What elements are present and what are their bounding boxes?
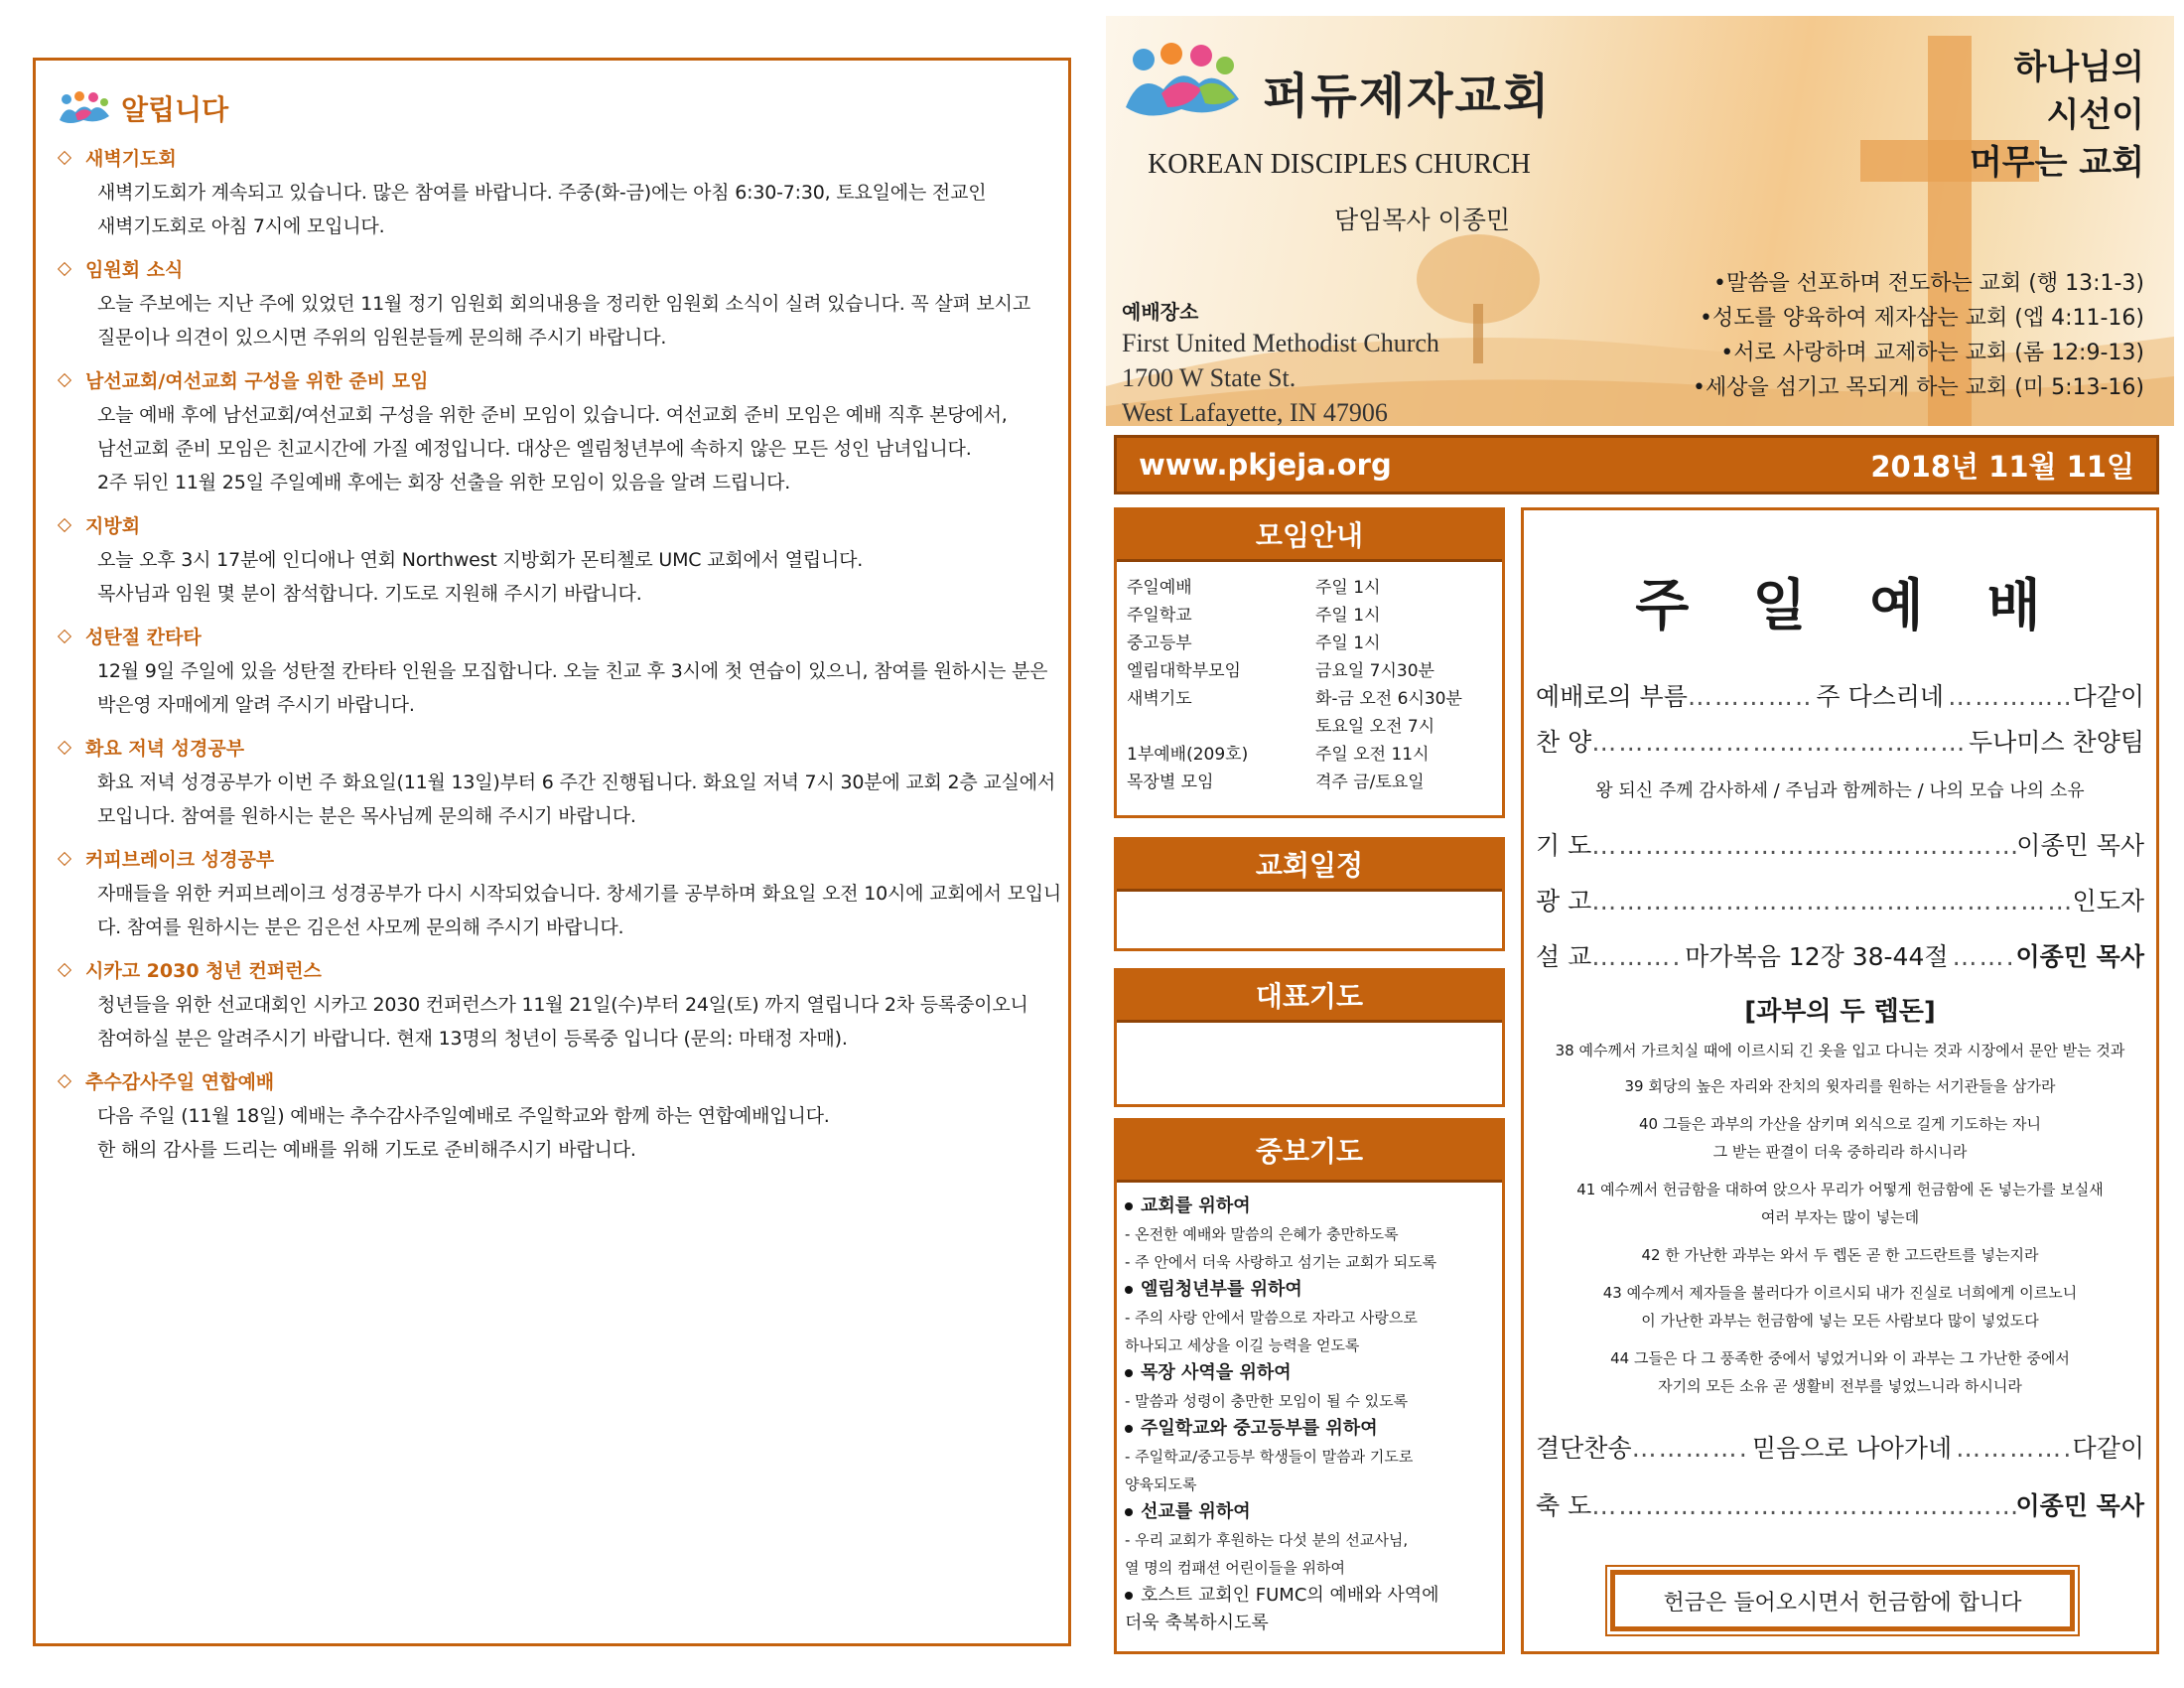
notice-text: 남선교회 준비 모임은 친교시간에 가질 예정입니다. 대상은 엘림청년부에 속하지 않은 모든 성인 남녀입니다.	[97, 438, 972, 460]
notice-title	[58, 366, 1058, 393]
intercession-heading	[1125, 1276, 1496, 1304]
intercession-line	[1125, 1248, 1496, 1276]
intercession-heading	[1125, 1359, 1496, 1387]
notice-text: 박은영 자매에게 알려 주시기 바랍니다.	[97, 694, 415, 716]
notice-title-text: 새벽기도회	[85, 148, 177, 170]
intercession-heading-text: 주일학교와 중고등부를 위하여	[1141, 1418, 1378, 1439]
intercession-line-text: 호스트 교회인 FUMC의 예배와 사역에	[1141, 1585, 1439, 1606]
intercession-line-text: - 말씀과 성령이 충만한 모임이 될 수 있도록	[1125, 1392, 1409, 1410]
notice-text: 다. 참여를 원하시는 분은 김은선 사모께 문의해 주시기 바랍니다.	[97, 916, 624, 938]
order-closing-hymn	[1536, 1429, 2144, 1465]
meeting-name: 중고등부	[1127, 633, 1192, 653]
notice-text: 한 해의 감사를 드리는 예배를 위해 기도로 준비해주시기 바랍니다.	[97, 1139, 636, 1161]
meeting-row	[1117, 685, 1502, 713]
meeting-row	[1117, 741, 1502, 769]
order-right: 인도자	[2072, 887, 2144, 915]
leader-dots	[1632, 1434, 1748, 1463]
notice-item	[58, 956, 1058, 1055]
notice-title	[58, 255, 1058, 282]
church-slogan	[1970, 44, 2144, 187]
leader-dots	[1591, 728, 1969, 757]
notice-text: 오늘 오후 3시 17분에 인디애나 연회 Northwest 지방회가 몬티첼로 UMC 교회에서 열립니다.	[97, 549, 864, 571]
intercession-heading	[1125, 1415, 1496, 1443]
intercession-line-text: 더욱 축복하시도록	[1125, 1613, 1269, 1633]
bulletin-date: 2018년 11월 11일	[1870, 449, 2134, 484]
scripture-verse: 자기의 모든 소유 곧 생활비 전부를 넣었느니라 하시니라	[1658, 1377, 2022, 1395]
notice-title	[58, 734, 1058, 761]
venue-label: 예배장소	[1122, 300, 1199, 324]
notice-text: 새벽기도회가 계속되고 있습니다. 많은 참여를 바랍니다. 주중(화-금)에는 아침 6:30-7:30, 토요일에는 전교인	[97, 182, 987, 204]
diamond-bullet-icon	[58, 150, 71, 164]
notice-text: 새벽기도회로 아침 7시에 모입니다.	[97, 215, 385, 237]
notices-title: 알립니다	[121, 93, 229, 126]
leader-dots	[1591, 887, 2072, 915]
bullet-icon	[1125, 1508, 1133, 1516]
worship-title: 주일예배	[1635, 574, 2105, 638]
diamond-bullet-icon	[58, 962, 71, 976]
intercession-title: 중보기도	[1117, 1121, 1502, 1183]
venue-line: West Lafayette, IN 47906	[1122, 398, 1388, 426]
notice-item	[58, 845, 1062, 944]
scripture-verse: 42 한 가난한 과부는 와서 두 렙돈 곧 한 고드란트를 넣는지라	[1641, 1246, 2039, 1264]
meeting-row	[1117, 630, 1502, 657]
diamond-bullet-icon	[58, 851, 71, 865]
notice-list	[58, 144, 1062, 1167]
intercession-line	[1125, 1610, 1496, 1637]
order-sermon	[1536, 937, 2144, 973]
notice-title-text: 성탄절 칸타타	[85, 627, 202, 648]
notices-panel	[33, 58, 1071, 1646]
meeting-name	[1127, 713, 1315, 741]
bullet-icon	[1125, 1286, 1133, 1294]
intercession-line-text: - 주의 사랑 안에서 말씀으로 자라고 사랑으로	[1125, 1309, 1418, 1327]
scripture-verse: 여러 부자는 많이 넣는데	[1760, 1208, 1920, 1226]
notice-item	[58, 734, 1058, 833]
slogan-line: 머무는 교회	[1969, 143, 2144, 183]
notice-title	[58, 956, 1058, 983]
bullet-icon	[1125, 1202, 1133, 1210]
meeting-time: 주일 오전 11시	[1315, 745, 1430, 765]
order-right: 이종민 목사	[2015, 942, 2144, 971]
rep-prayer-title: 대표기도	[1117, 971, 1502, 1023]
intercession-line	[1125, 1526, 1496, 1554]
order-praise	[1536, 723, 2144, 759]
order-label: 기 도	[1536, 831, 1592, 860]
order-label: 예배로의 부름	[1536, 682, 1688, 711]
meeting-time: 금요일 7시30분	[1315, 661, 1434, 681]
intercession-line-text: - 주 안에서 더욱 사랑하고 섬기는 교회가 되도록	[1125, 1253, 1437, 1271]
motto-line: •세상을 섬기고 목되게 하는 교회 (미 5:13-16)	[1693, 375, 2144, 400]
order-label: 설 교	[1536, 942, 1592, 971]
order-right: 두나미스 찬양팀	[1969, 728, 2144, 757]
church-mottos	[1693, 266, 2144, 405]
diamond-bullet-icon	[58, 372, 71, 386]
meetings-title: 모임안내	[1117, 510, 1502, 562]
venue-line: First United Methodist Church	[1122, 329, 1439, 357]
bullet-icon	[1125, 1425, 1133, 1433]
leader-dots	[1591, 831, 2016, 860]
diamond-bullet-icon	[58, 261, 71, 275]
meetings-list	[1117, 562, 1502, 796]
diamond-bullet-icon	[58, 740, 71, 754]
order-right: 이종민 목사	[2016, 831, 2144, 860]
diamond-bullet-icon	[58, 517, 71, 531]
order-call-to-worship	[1536, 677, 2144, 713]
intercession-heading-text: 교회를 위하여	[1141, 1196, 1251, 1216]
order-middle: 주 다스리네	[1816, 682, 1945, 711]
notice-item	[58, 1067, 1058, 1167]
order-benediction	[1536, 1486, 2144, 1522]
notice-title-text: 남선교회/여선교회 구성을 위한 준비 모임	[85, 370, 429, 392]
leader-dots	[1688, 682, 1813, 711]
offering-note: 헌금은 들어오시면서 헌금함에 합니다	[1610, 1570, 2075, 1631]
scripture-verse: 41 예수께서 헌금함을 대하여 앉으사 무리가 어떻게 헌금함에 돈 넣는가를 보실새	[1576, 1181, 2104, 1198]
notice-item	[58, 144, 1058, 243]
praise-songs: 왕 되신 주께 감사하세 / 주님과 함께하는 / 나의 모습 나의 소유	[1595, 780, 2085, 801]
notice-text: 참여하실 분은 알려주시기 바랍니다. 현재 13명의 청년이 등록중 입니다 (문의: 마태정 자매).	[97, 1028, 848, 1050]
meeting-name: 주일학교	[1127, 606, 1192, 626]
meeting-name: 주일예배	[1127, 578, 1192, 598]
order-right: 다같이	[2072, 1434, 2144, 1463]
leader-dots	[1948, 682, 2073, 711]
scripture-verse: 43 예수께서 제자들을 불러다가 이르시되 내가 진실로 너희에게 이르노니	[1602, 1284, 2078, 1302]
notice-title-text: 시카고 2030 청년 컨퍼런스	[85, 960, 322, 982]
notice-title	[58, 511, 1058, 538]
notice-text: 질문이나 의견이 있으시면 주위의 임원분들께 문의해 주시기 바랍니다.	[97, 327, 667, 349]
senior-pastor: 담임목사 이종민	[1334, 206, 1510, 234]
bullet-icon	[1125, 1592, 1133, 1600]
notice-title-text: 화요 저녁 성경공부	[85, 738, 245, 760]
church-people-icon	[58, 90, 111, 126]
motto-line: •성도를 양육하여 제자삼는 교회 (엡 4:11-16)	[1700, 306, 2144, 331]
order-label: 찬 양	[1536, 728, 1592, 757]
motto-line: •서로 사랑하며 교제하는 교회 (롬 12:9-13)	[1720, 341, 2144, 365]
intercession-line-text: 양육되도록	[1125, 1476, 1197, 1493]
order-announcements	[1536, 882, 2144, 917]
order-middle: 마가복음 12장 38-44절	[1685, 942, 1949, 971]
meeting-time: 주일 1시	[1315, 606, 1381, 626]
order-prayer	[1536, 826, 2144, 862]
notice-text: 자매들을 위한 커피브레이크 성경공부가 다시 시작되었습니다. 창세기를 공부하며 화요일 오전 10시에 교회에서 모입니	[97, 883, 1062, 905]
notice-text: 모입니다. 참여를 원하시는 분은 목사님께 문의해 주시기 바랍니다.	[97, 805, 636, 827]
leader-dots	[1591, 1491, 2015, 1520]
intercession-line-text: 열 명의 컴패션 어린이들을 위하여	[1125, 1559, 1345, 1577]
intercession-line	[1125, 1554, 1496, 1582]
notice-text: 오늘 주보에는 지난 주에 있었던 11월 정기 임원회 회의내용을 정리한 임원회 소식이 실려 있습니다. 꼭 살펴 보시고	[97, 293, 1030, 315]
intercession-heading-text: 선교를 위하여	[1141, 1501, 1251, 1522]
notice-text: 목사님과 임원 몇 분이 참석합니다. 기도로 지원해 주시기 바랍니다.	[97, 583, 642, 605]
intercession-heading-text: 엘림청년부를 위하여	[1141, 1279, 1302, 1300]
scripture-verse: 38 예수께서 가르치실 때에 이르시되 긴 옷을 입고 다니는 것과 시장에서 문안 받는 것과	[1555, 1042, 2125, 1059]
venue-line: 1700 W State St.	[1122, 363, 1297, 392]
meeting-time: 화-금 오전 6시30분	[1315, 689, 1462, 709]
order-label: 결단찬송	[1536, 1434, 1632, 1463]
notice-title	[58, 1067, 1058, 1094]
notice-item	[58, 366, 1058, 499]
intercession-line	[1125, 1471, 1496, 1498]
order-right: 다같이	[2072, 682, 2145, 711]
slogan-line: 시선이	[2046, 95, 2144, 135]
notice-title	[58, 144, 1058, 171]
meeting-row	[1117, 574, 1502, 602]
notices-header	[58, 88, 1058, 128]
notice-text: 청년들을 위한 선교대회인 시카고 2030 컨퍼런스가 11월 21일(수)부터 24일(토) 까지 열립니다 2차 등록중이오니	[97, 994, 1028, 1016]
schedule-title: 교회일정	[1117, 840, 1502, 892]
order-middle: 믿음으로 나아가네	[1752, 1434, 1953, 1463]
intercession-heading-text: 목장 사역을 위하여	[1141, 1362, 1292, 1383]
leader-dots	[1591, 942, 1681, 971]
website-link[interactable]: www.pkjeja.org	[1139, 448, 1392, 482]
meeting-name: 목장별 모임	[1127, 773, 1214, 792]
leader-dots	[1956, 1434, 2072, 1463]
church-name: 퍼듀제자교회	[1263, 69, 1552, 124]
scripture-verse: 이 가난한 과부는 헌금함에 넣는 모든 사람보다 많이 넣었도다	[1641, 1312, 2039, 1330]
representative-prayer-box	[1114, 968, 1505, 1107]
church-name-english: KOREAN DISCIPLES CHURCH	[1148, 149, 1531, 180]
leader-dots	[1953, 942, 2016, 971]
notice-title	[58, 845, 1058, 872]
notice-title-text: 지방회	[85, 515, 141, 537]
website-date-bar	[1114, 435, 2159, 494]
scripture-verse: 40 그들은 과부의 가산을 삼키며 외식으로 길게 기도하는 자니	[1639, 1115, 2041, 1133]
meeting-time: 토요일 오전 7시	[1315, 717, 1435, 737]
meeting-row	[1117, 713, 1502, 741]
intercession-line-text: - 온전한 예배와 말씀의 은혜가 충만하도록	[1125, 1225, 1399, 1243]
intercession-line	[1125, 1582, 1496, 1610]
meeting-row	[1117, 769, 1502, 796]
intercession-line	[1125, 1387, 1496, 1415]
notice-title	[58, 623, 1058, 649]
meeting-time: 격주 금/토요일	[1315, 773, 1425, 792]
order-label: 축 도	[1536, 1491, 1592, 1520]
intercession-line	[1125, 1443, 1496, 1471]
meeting-name: 새벽기도	[1127, 689, 1192, 709]
bullet-icon	[1125, 1369, 1133, 1377]
intercession-list	[1117, 1183, 1502, 1637]
intercession-line	[1125, 1304, 1496, 1332]
scripture-verse: 그 받는 판결이 더욱 중하리라 하시니라	[1712, 1143, 1968, 1161]
meeting-time: 주일 1시	[1315, 633, 1381, 653]
church-schedule-box	[1114, 837, 1505, 951]
intercession-heading	[1125, 1193, 1496, 1220]
diamond-bullet-icon	[58, 1073, 71, 1087]
intercession-line-text: - 주일학교/중고등부 학생들이 말씀과 기도로	[1125, 1448, 1414, 1466]
notice-title-text: 임원회 소식	[85, 259, 184, 281]
bulletin-header	[1106, 16, 2174, 426]
intercession-line	[1125, 1332, 1496, 1359]
notice-text: 다음 주일 (11월 18일) 예배는 추수감사주일예배로 주일학교와 함께 하는 연합예배입니다.	[97, 1105, 830, 1127]
order-right: 이종민 목사	[2015, 1491, 2144, 1520]
notice-item	[58, 255, 1058, 354]
notice-text: 12월 9일 주일에 있을 성탄절 칸타타 인원을 모집합니다. 오늘 친교 후 3시에 첫 연습이 있으니, 참여를 원하시는 분은	[97, 660, 1048, 682]
scripture-verse: 39 회당의 높은 자리와 잔치의 윗자리를 원하는 서기관들을 삼가라	[1624, 1077, 2056, 1095]
meeting-name: 엘림대학부모임	[1127, 661, 1241, 681]
notice-title-text: 추수감사주일 연합예배	[85, 1071, 275, 1093]
intercession-line-text: - 우리 교회가 후원하는 다섯 분의 선교사님,	[1125, 1531, 1409, 1549]
meeting-time: 주일 1시	[1315, 578, 1381, 598]
worship-order-panel	[1521, 507, 2159, 1654]
church-logo-icon	[1122, 42, 1243, 123]
notice-text: 2주 뒤인 11월 25일 주일예배 후에는 회장 선출을 위한 모임이 있음을 알려 드립니다.	[97, 472, 791, 493]
notice-text: 오늘 예배 후에 남선교회/여선교회 구성을 위한 준비 모임이 있습니다. 여선교회 준비 모임은 예배 직후 본당에서,	[97, 404, 1008, 426]
intercession-line	[1125, 1220, 1496, 1248]
meeting-name: 1부예배(209호)	[1127, 745, 1249, 765]
scripture-verse: 44 그들은 다 그 풍족한 중에서 넣었거니와 이 과부는 그 가난한 중에서	[1610, 1349, 2070, 1367]
meeting-row	[1117, 602, 1502, 630]
intercession-heading	[1125, 1498, 1496, 1526]
meetings-box	[1114, 507, 1505, 818]
notice-title-text: 커피브레이크 성경공부	[85, 849, 275, 871]
intercession-box	[1114, 1118, 1505, 1654]
intercession-line-text: 하나되고 세상을 이길 능력을 얻도록	[1125, 1336, 1360, 1354]
venue-address	[1122, 326, 1439, 426]
diamond-bullet-icon	[58, 629, 71, 642]
notice-text: 화요 저녁 성경공부가 이번 주 화요일(11월 13일)부터 6 주간 진행됩니다. 화요일 저녁 7시 30분에 교회 2층 교실에서	[97, 772, 1056, 793]
notice-item	[58, 623, 1058, 722]
motto-line: •말씀을 선포하며 전도하는 교회 (행 13:1-3)	[1713, 271, 2144, 296]
meeting-row	[1117, 657, 1502, 685]
order-label: 광 고	[1536, 887, 1592, 915]
notice-item	[58, 511, 1058, 611]
sermon-title: [과부의 두 렙돈]	[1744, 997, 1936, 1027]
slogan-line: 하나님의	[2013, 48, 2144, 87]
